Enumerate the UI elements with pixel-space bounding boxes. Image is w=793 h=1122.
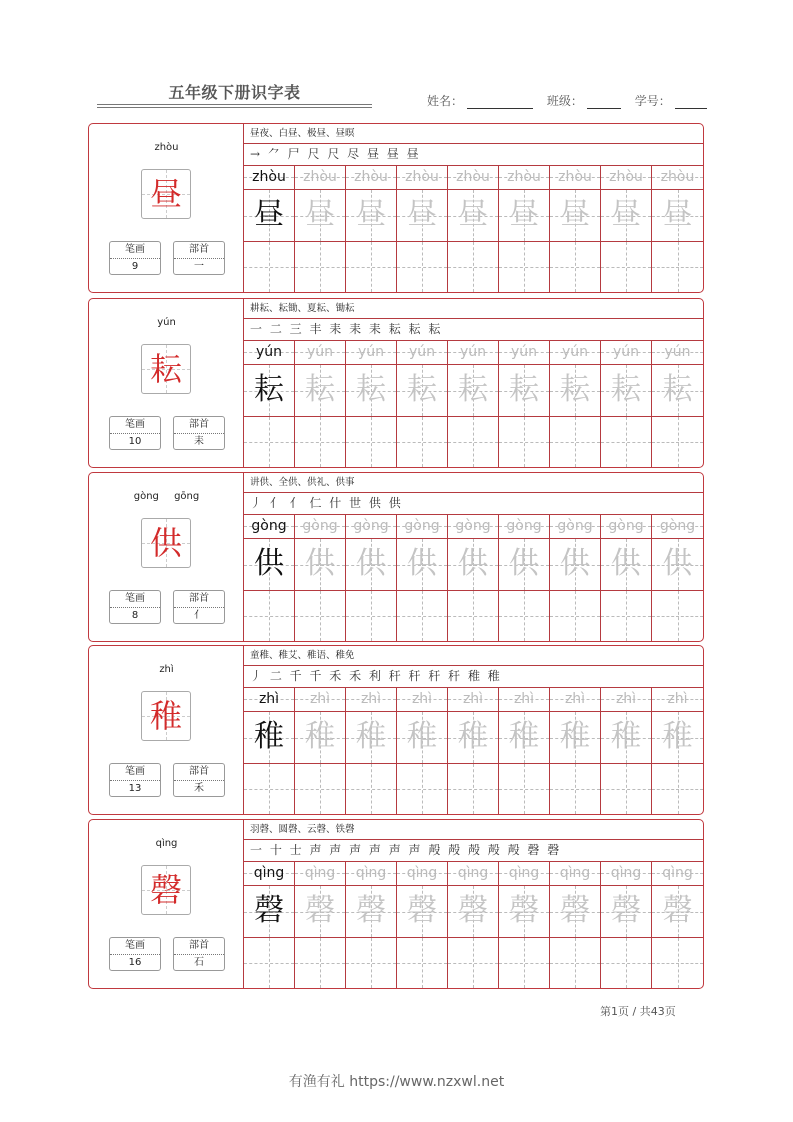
char-info-panel [89, 820, 244, 988]
stroke-order: 一 二 三 丰 耒 耒 耒 耘 耘 耘 [244, 318, 703, 341]
pinyin-cell: zhì [652, 687, 703, 712]
trace-char-cell[interactable]: 昼 [346, 190, 397, 242]
pinyin-cell: zhòu [244, 165, 295, 190]
practice-cell[interactable] [448, 938, 499, 988]
page-title: 五年级下册识字表 [168, 83, 301, 102]
pinyin-cell: qìng [295, 861, 346, 886]
char-display: 昼 [149, 175, 182, 213]
char-display-box [141, 518, 191, 568]
trace-char-cell[interactable]: 稚 [499, 712, 550, 764]
radical-box: 部首 一 [173, 241, 225, 275]
practice-cell[interactable] [295, 938, 346, 988]
trace-char-cell[interactable]: 磬 [652, 886, 703, 938]
practice-cell[interactable] [601, 242, 652, 292]
practice-cell[interactable] [295, 242, 346, 292]
pinyin-cell: zhòu [346, 165, 397, 190]
pinyin-cell: gòng [244, 514, 295, 539]
pinyin-cell: qìng [244, 861, 295, 886]
trace-char-cell[interactable]: 昼 [448, 190, 499, 242]
pinyin-cell: zhòu [601, 165, 652, 190]
char-pinyin: yún [157, 317, 176, 328]
pinyin-cell: yún [295, 340, 346, 365]
practice-panel [244, 299, 703, 467]
trace-char-cell[interactable]: 昼 [652, 190, 703, 242]
practice-cell[interactable] [652, 417, 703, 467]
page-header [97, 80, 707, 112]
practice-cell[interactable] [397, 242, 448, 292]
trace-char-cell[interactable]: 稚 [550, 712, 601, 764]
trace-char-cell[interactable]: 耘 [601, 365, 652, 417]
practice-cell[interactable] [397, 591, 448, 641]
trace-char-cell[interactable]: 磬 [346, 886, 397, 938]
practice-cell[interactable] [601, 591, 652, 641]
trace-char-cell[interactable]: 耘 [499, 365, 550, 417]
practice-cell[interactable] [448, 242, 499, 292]
char-pinyin: qìng [155, 838, 178, 849]
char-display-box [141, 344, 191, 394]
pinyin-cell: zhòu [499, 165, 550, 190]
trace-char-cell[interactable]: 供 [652, 539, 703, 591]
practice-panel [244, 473, 703, 641]
character-card [88, 472, 704, 642]
practice-panel [244, 124, 703, 292]
practice-cell[interactable] [448, 764, 499, 814]
practice-cell[interactable] [550, 938, 601, 988]
stroke-order: 丿 亻 亻 仁 什 世 供 供 [244, 492, 703, 515]
practice-cell[interactable] [448, 591, 499, 641]
pinyin-cell: zhòu [550, 165, 601, 190]
pinyin-cell: zhì [295, 687, 346, 712]
pinyin-cell: qìng [499, 861, 550, 886]
pinyin-cell: yún [499, 340, 550, 365]
trace-char-cell[interactable]: 供 [550, 539, 601, 591]
practice-panel [244, 820, 703, 988]
trace-char-cell[interactable]: 稚 [397, 712, 448, 764]
pinyin-cell: qìng [652, 861, 703, 886]
practice-cell[interactable] [346, 417, 397, 467]
pinyin-cell: zhòu [295, 165, 346, 190]
trace-char-cell[interactable]: 供 [295, 539, 346, 591]
pinyin-cell: zhòu [652, 165, 703, 190]
char-pinyin: zhòu [154, 142, 179, 153]
practice-cell[interactable] [244, 591, 295, 641]
char-pinyin: zhì [159, 664, 174, 675]
trace-char-cell[interactable]: 昼 [397, 190, 448, 242]
practice-cell[interactable] [295, 764, 346, 814]
student-fields [427, 92, 717, 109]
pinyin-cell: qìng [448, 861, 499, 886]
practice-cell[interactable] [346, 242, 397, 292]
trace-char-cell[interactable]: 磬 [397, 886, 448, 938]
practice-cell[interactable] [499, 764, 550, 814]
practice-cell[interactable] [499, 242, 550, 292]
practice-cell[interactable] [550, 764, 601, 814]
stroke-count-box: 笔画 16 [109, 937, 161, 971]
pinyin-cell: qìng [397, 861, 448, 886]
pinyin-cell: gòng [601, 514, 652, 539]
pinyin-cell: yún [346, 340, 397, 365]
practice-cell[interactable] [499, 938, 550, 988]
char-info-panel [89, 299, 244, 467]
practice-cell[interactable] [346, 938, 397, 988]
trace-char-cell[interactable]: 磬 [550, 886, 601, 938]
char-info-panel [89, 124, 244, 292]
stroke-count-box: 笔画 8 [109, 590, 161, 624]
pinyin-cell: zhòu [397, 165, 448, 190]
student-id-field[interactable]: 学号： [635, 92, 707, 109]
pinyin-cell: zhì [550, 687, 601, 712]
trace-char-cell[interactable]: 昼 [499, 190, 550, 242]
practice-panel [244, 646, 703, 814]
char-display: 稚 [149, 697, 182, 735]
radical-box: 部首 禾 [173, 763, 225, 797]
trace-char-cell[interactable]: 稚 [652, 712, 703, 764]
radical-box: 部首 石 [173, 937, 225, 971]
char-pinyin: gòng gōng [133, 491, 200, 502]
pinyin-cell: zhì [601, 687, 652, 712]
practice-cell[interactable] [244, 938, 295, 988]
trace-char-cell[interactable]: 昼 [295, 190, 346, 242]
model-char-cell[interactable]: 供 [244, 539, 295, 591]
practice-cell[interactable] [346, 591, 397, 641]
practice-cell[interactable] [244, 242, 295, 292]
practice-cell[interactable] [448, 417, 499, 467]
trace-char-cell[interactable]: 耘 [397, 365, 448, 417]
pinyin-cell: zhì [244, 687, 295, 712]
title-underline [97, 104, 372, 108]
trace-char-cell[interactable]: 磬 [295, 886, 346, 938]
pinyin-cell: gòng [397, 514, 448, 539]
class-field[interactable]: 班级： [547, 92, 621, 109]
practice-grid [244, 861, 703, 988]
pinyin-cell: qìng [601, 861, 652, 886]
trace-char-cell[interactable]: 耘 [346, 365, 397, 417]
example-words: 讲供、全供、供礼、供事 [244, 473, 703, 493]
trace-char-cell[interactable]: 耘 [295, 365, 346, 417]
practice-cell[interactable] [601, 938, 652, 988]
practice-cell[interactable] [397, 938, 448, 988]
trace-char-cell[interactable]: 稚 [601, 712, 652, 764]
practice-cell[interactable] [652, 938, 703, 988]
practice-cell[interactable] [499, 591, 550, 641]
practice-cell[interactable] [244, 417, 295, 467]
practice-cell[interactable] [295, 591, 346, 641]
pinyin-cell: gòng [652, 514, 703, 539]
pinyin-cell: gòng [499, 514, 550, 539]
practice-cell[interactable] [550, 242, 601, 292]
character-card [88, 645, 704, 815]
pinyin-cell: gòng [448, 514, 499, 539]
student-id-blank[interactable] [675, 96, 707, 109]
stroke-count-box: 笔画 10 [109, 416, 161, 450]
pinyin-cell: yún [550, 340, 601, 365]
practice-cell[interactable] [397, 417, 448, 467]
trace-char-cell[interactable]: 耘 [652, 365, 703, 417]
char-info-panel [89, 646, 244, 814]
trace-char-cell[interactable]: 供 [448, 539, 499, 591]
stroke-count-box: 笔画 9 [109, 241, 161, 275]
pinyin-cell: zhì [448, 687, 499, 712]
char-display: 耘 [149, 350, 182, 388]
trace-char-cell[interactable]: 供 [397, 539, 448, 591]
trace-char-cell[interactable]: 稚 [346, 712, 397, 764]
trace-char-cell[interactable]: 供 [346, 539, 397, 591]
char-display: 供 [149, 524, 182, 562]
pinyin-cell: zhòu [448, 165, 499, 190]
pinyin-cell: qìng [550, 861, 601, 886]
trace-char-cell[interactable]: 耘 [448, 365, 499, 417]
practice-grid [244, 687, 703, 814]
pinyin-cell: yún [448, 340, 499, 365]
pinyin-cell: zhì [346, 687, 397, 712]
practice-cell[interactable] [652, 764, 703, 814]
trace-char-cell[interactable]: 昼 [550, 190, 601, 242]
stroke-count-box: 笔画 13 [109, 763, 161, 797]
practice-cell[interactable] [346, 764, 397, 814]
model-char-cell[interactable]: 昼 [244, 190, 295, 242]
model-char-cell[interactable]: 磬 [244, 886, 295, 938]
footer-watermark: 有渔有礼 https://www.nzxwl.net [288, 1074, 505, 1090]
char-display-box [141, 169, 191, 219]
page-indicator: 第1页 / 共43页 [600, 1005, 676, 1018]
example-words: 童稚、稚艾、稚语、稚免 [244, 646, 703, 666]
radical-box: 部首 亻 [173, 590, 225, 624]
model-char-cell[interactable]: 稚 [244, 712, 295, 764]
trace-char-cell[interactable]: 稚 [448, 712, 499, 764]
pinyin-cell: gòng [550, 514, 601, 539]
trace-char-cell[interactable]: 昼 [601, 190, 652, 242]
practice-cell[interactable] [499, 417, 550, 467]
trace-char-cell[interactable]: 磬 [601, 886, 652, 938]
practice-cell[interactable] [550, 591, 601, 641]
practice-cell[interactable] [550, 417, 601, 467]
char-info-panel [89, 473, 244, 641]
trace-char-cell[interactable]: 磬 [499, 886, 550, 938]
stroke-order: 一 十 士 声 声 声 声 声 声 殸 殸 殸 殸 殸 磬 磬 [244, 839, 703, 862]
pinyin-cell: gòng [346, 514, 397, 539]
example-words: 昼夜、白昼、极昼、昼暝 [244, 124, 703, 144]
model-char-cell[interactable]: 耘 [244, 365, 295, 417]
trace-char-cell[interactable]: 磬 [448, 886, 499, 938]
pinyin-cell: yún [397, 340, 448, 365]
stroke-order: 丿 二 千 千 禾 禾 利 秆 秆 秆 秆 稚 稚 [244, 665, 703, 688]
char-display-box [141, 691, 191, 741]
trace-char-cell[interactable]: 供 [601, 539, 652, 591]
practice-grid [244, 165, 703, 292]
practice-cell[interactable] [601, 764, 652, 814]
char-display: 磬 [149, 871, 182, 909]
practice-cell[interactable] [652, 242, 703, 292]
pinyin-cell: yún [601, 340, 652, 365]
pinyin-cell: zhì [397, 687, 448, 712]
practice-grid [244, 514, 703, 641]
name-blank[interactable] [467, 96, 533, 109]
practice-cell[interactable] [397, 764, 448, 814]
example-words: 羽磬、圆磬、云磬、铁磬 [244, 820, 703, 840]
stroke-order: → ⺈ 尸 尺 尺 尽 昼 昼 昼 [244, 143, 703, 166]
trace-char-cell[interactable]: 供 [499, 539, 550, 591]
pinyin-cell: zhì [499, 687, 550, 712]
character-card [88, 298, 704, 468]
example-words: 耕耘、耘锄、夏耘、锄耘 [244, 299, 703, 319]
pinyin-cell: qìng [346, 861, 397, 886]
practice-grid [244, 340, 703, 467]
pinyin-cell: yún [652, 340, 703, 365]
practice-cell[interactable] [244, 764, 295, 814]
name-field[interactable]: 姓名： [427, 92, 533, 109]
class-blank[interactable] [587, 96, 621, 109]
practice-cell[interactable] [601, 417, 652, 467]
character-card [88, 819, 704, 989]
radical-box: 部首 耒 [173, 416, 225, 450]
trace-char-cell[interactable]: 稚 [295, 712, 346, 764]
char-display-box [141, 865, 191, 915]
character-card [88, 123, 704, 293]
practice-cell[interactable] [652, 591, 703, 641]
practice-cell[interactable] [295, 417, 346, 467]
pinyin-cell: gòng [295, 514, 346, 539]
trace-char-cell[interactable]: 耘 [550, 365, 601, 417]
pinyin-cell: yún [244, 340, 295, 365]
